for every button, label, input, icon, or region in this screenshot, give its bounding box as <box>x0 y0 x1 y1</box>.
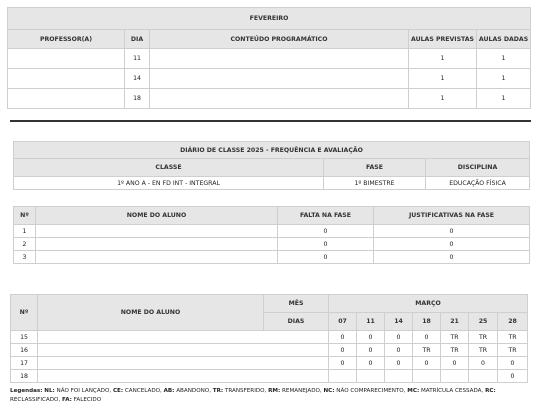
table-row <box>14 251 530 264</box>
legend-code: RC: <box>485 388 496 394</box>
day-header: 14 <box>385 313 413 331</box>
nome-cell <box>38 370 329 383</box>
table-row <box>11 331 528 344</box>
table-row <box>14 177 530 190</box>
mark-cell: 0 <box>498 370 528 383</box>
mark-cell: 0 <box>329 344 357 357</box>
num-cell: 2 <box>14 238 36 251</box>
mark-cell: 0 <box>469 357 498 370</box>
mark-cell: 0 <box>385 357 413 370</box>
month-header: MARÇO <box>329 295 528 313</box>
legend-text: NÃO COMPARECIMENTO, <box>336 388 406 394</box>
professor-cell <box>8 49 125 69</box>
day-header: 25 <box>469 313 498 331</box>
conteudo-cell <box>150 49 409 69</box>
num-cell: 17 <box>11 357 38 370</box>
falta-cell: 0 <box>278 225 374 238</box>
aulas-previstas-cell: 1 <box>409 49 477 69</box>
mark-cell: TR <box>469 331 498 344</box>
legend-text: NÃO FOI LANÇADO, <box>56 388 112 394</box>
professor-cell <box>8 69 125 89</box>
table-row <box>8 89 531 109</box>
num-cell: 3 <box>14 251 36 264</box>
table-row <box>8 49 531 69</box>
mark-cell <box>329 370 357 383</box>
num-header: Nº <box>11 295 38 331</box>
table-row <box>8 69 531 89</box>
aulas-dadas-cell: 1 <box>477 89 531 109</box>
mark-cell: TR <box>413 344 441 357</box>
legend-text: TRANSFERIDO, <box>224 388 267 394</box>
mark-cell: 0 <box>413 331 441 344</box>
legend-label: Legendas: <box>10 388 43 394</box>
march-attendance-table <box>10 294 528 383</box>
mark-cell: TR <box>441 344 469 357</box>
mark-cell: 0 <box>441 357 469 370</box>
legend-code: CE: <box>112 388 124 394</box>
mark-cell: 0 <box>357 331 385 344</box>
mark-cell: TR <box>498 331 528 344</box>
falta-cell: 0 <box>278 251 374 264</box>
nome-cell <box>36 238 278 251</box>
legend-text: RECLASSIFICADO, <box>10 396 61 403</box>
conteudo-cell <box>150 69 409 89</box>
nome-cell <box>36 251 278 264</box>
classe-value: 1º ANO A - EN FD INT - INTEGRAL <box>14 177 324 190</box>
mark-cell: 0 <box>357 344 385 357</box>
justificativas-header: JUSTIFICATIVAS NA FASE <box>374 207 530 225</box>
legend-code: MC: <box>407 388 420 394</box>
fase-header: FASE <box>324 159 426 177</box>
legend-text: FALECIDO <box>73 396 102 403</box>
mes-header: MÊS <box>264 295 329 313</box>
aulas-previstas-cell: 1 <box>409 89 477 109</box>
mark-cell: 0 <box>329 357 357 370</box>
aulas-dadas-header: AULAS DADAS <box>477 30 531 49</box>
legend-text: CANCELADO, <box>124 388 162 394</box>
disciplina-header: DISCIPLINA <box>426 159 530 177</box>
num-header: Nº <box>14 207 36 225</box>
nome-cell <box>38 331 329 344</box>
day-header: 21 <box>441 313 469 331</box>
dia-cell: 14 <box>125 69 150 89</box>
professor-header: PROFESSOR(A) <box>8 30 125 49</box>
justificativas-cell: 0 <box>374 251 530 264</box>
nome-cell <box>38 357 329 370</box>
mark-cell <box>469 370 498 383</box>
legend-code: RM: <box>268 388 281 394</box>
february-table <box>7 7 531 109</box>
nome-cell <box>36 225 278 238</box>
legend-code: AB: <box>163 388 175 394</box>
num-cell: 1 <box>14 225 36 238</box>
day-header: 11 <box>357 313 385 331</box>
legend-code: NC: <box>323 388 335 394</box>
mark-cell: 0 <box>413 357 441 370</box>
mark-cell: 0 <box>498 357 528 370</box>
mark-cell: 0 <box>385 344 413 357</box>
justificativas-cell: 0 <box>374 225 530 238</box>
aulas-previstas-header: AULAS PREVISTAS <box>409 30 477 49</box>
legend-code: NL: <box>44 388 55 394</box>
mark-cell: 0 <box>357 357 385 370</box>
diary-title: DIÁRIO DE CLASSE 2025 - FREQUÊNCIA E AVALIAÇÃO <box>14 142 530 159</box>
legend <box>10 387 530 404</box>
professor-cell <box>8 89 125 109</box>
aulas-dadas-cell: 1 <box>477 49 531 69</box>
legend-text: ABANDONO, <box>176 388 211 394</box>
dias-header: DIAS <box>264 313 329 331</box>
mark-cell <box>413 370 441 383</box>
mark-cell <box>441 370 469 383</box>
table-row <box>11 370 528 383</box>
mark-cell: 0 <box>329 331 357 344</box>
mark-cell: TR <box>498 344 528 357</box>
class-info-table <box>13 141 530 190</box>
num-cell: 15 <box>11 331 38 344</box>
aulas-dadas-cell: 1 <box>477 69 531 89</box>
day-header: 07 <box>329 313 357 331</box>
nome-cell <box>38 344 329 357</box>
conteudo-header: CONTEÚDO PROGRAMÁTICO <box>150 30 409 49</box>
table-row <box>11 344 528 357</box>
fase-value: 1º BIMESTRE <box>324 177 426 190</box>
conteudo-cell <box>150 89 409 109</box>
nome-header: NOME DO ALUNO <box>38 295 264 331</box>
legend-code: TR: <box>212 388 224 394</box>
mark-cell: TR <box>469 344 498 357</box>
legend-text: REMANEJADO, <box>282 388 322 394</box>
dia-header: DIA <box>125 30 150 49</box>
table-row <box>14 238 530 251</box>
legend-code: FA: <box>62 396 72 403</box>
legend-text: MATRÍCULA CESSADA, <box>420 388 484 394</box>
nome-header: NOME DO ALUNO <box>36 207 278 225</box>
mark-cell <box>385 370 413 383</box>
classe-header: CLASSE <box>14 159 324 177</box>
table-row <box>11 357 528 370</box>
justificativas-cell: 0 <box>374 238 530 251</box>
day-header: 28 <box>498 313 528 331</box>
falta-cell: 0 <box>278 238 374 251</box>
table-row <box>14 225 530 238</box>
day-header: 18 <box>413 313 441 331</box>
aulas-previstas-cell: 1 <box>409 69 477 89</box>
mark-cell: TR <box>441 331 469 344</box>
dia-cell: 18 <box>125 89 150 109</box>
disciplina-value: EDUCAÇÃO FÍSICA <box>426 177 530 190</box>
num-cell: 18 <box>11 370 38 383</box>
mark-cell <box>357 370 385 383</box>
num-cell: 16 <box>11 344 38 357</box>
dia-cell: 11 <box>125 49 150 69</box>
section-divider <box>10 120 531 122</box>
mark-cell: 0 <box>385 331 413 344</box>
students-table <box>13 206 530 264</box>
falta-header: FALTA NA FASE <box>278 207 374 225</box>
february-title: FEVEREIRO <box>8 8 531 30</box>
